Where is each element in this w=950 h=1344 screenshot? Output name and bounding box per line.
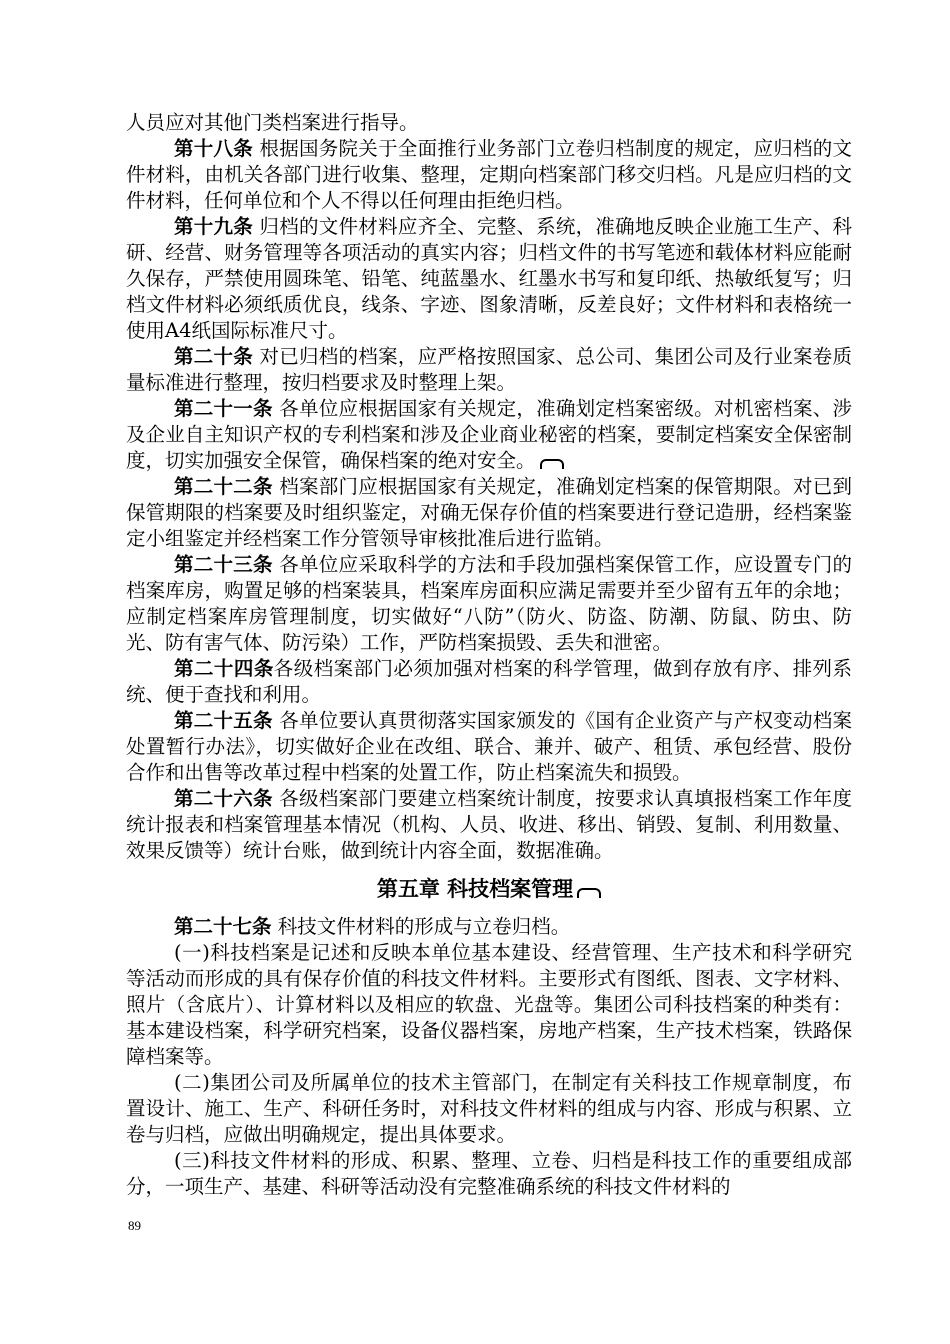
article-26 (126, 786, 852, 864)
article-25 (126, 708, 852, 786)
chapter-title: 第五章 科技档案管理 (376, 877, 574, 901)
article-21 (126, 396, 852, 474)
paragraph-text: 各单位应根据国家有关规定，准确划定档案密级。对机密档案、涉及企业自主知识产权的专利档案和涉及企业商业秘密的档案，要制定档案安全保密制度，切实加强安全保管，确保档案的绝对安全。 (126, 397, 852, 472)
article-number: 第十八条 (174, 137, 254, 160)
paragraph-text: 档案部门应根据国家有关规定，准确划定档案的保管期限。对已到保管期限的档案要及时组织鉴定，对确无保存价值的档案要进行登记造册，经档案鉴定小组鉴定并经档案工作分管领导审核批准后进行监销。 (126, 475, 852, 550)
article-number: 第二十五条 (174, 709, 273, 732)
paragraph-continuation (126, 110, 852, 136)
article-20 (126, 344, 852, 396)
paragraph-text: 对已归档的档案，应严格按照国家、总公司、集团公司及行业案卷质量标准进行整理，按归档要求及时整理上架。 (126, 345, 852, 394)
article-number: 第二十四条 (174, 657, 274, 680)
article-number: 第十九条 (174, 215, 254, 238)
article-number: 第二十一条 (174, 397, 273, 420)
clause-1 (126, 940, 852, 1070)
paragraph-text: (三)科技文件材料的形成、积累、整理、立卷、归档是科技工作的重要组成部分，一项生产、基建、科研等活动没有完整准确系统的科技文件材料的 (126, 1149, 852, 1198)
page-number: 89 (128, 1218, 141, 1233)
paragraph-text: 各级档案部门要建立档案统计制度，按要求认真填报档案工作年度统计报表和档案管理基本情况（机构、人员、收进、移出、销毁、复制、利用数量、效果反馈等）统计台账，做到统计内容全面，数据准确。 (126, 787, 852, 862)
article-27 (126, 914, 852, 940)
chapter-heading (126, 872, 852, 906)
article-22 (126, 474, 852, 552)
article-23 (126, 552, 852, 656)
paragraph-mark-icon (577, 888, 601, 898)
paragraph-text: 各级档案部门必须加强对档案的科学管理，做到存放有序、排列系统、便于查找和利用。 (126, 657, 852, 706)
clause-3 (126, 1148, 852, 1200)
paragraph-mark-icon (540, 459, 564, 469)
paragraph-text: 归档的文件材料应齐全、完整、系统，准确地反映企业施工生产、科研、经营、财务管理等各项活动的真实内容；归档文件的书写笔迹和载体材料应能耐久保存，严禁使用圆珠笔、铅笔、纯蓝墨水、红墨水书写和复印纸、热敏纸复写；归档文件材料必须纸质优良，线条、字迹、图象清晰，反差良好；文件材料和表格统一使用A4纸国际标准尺寸。 (126, 215, 852, 342)
clause-2 (126, 1070, 852, 1148)
paragraph-text: 各单位要认真贯彻落实国家颁发的《国有企业资产与产权变动档案处置暂行办法》，切实做好企业在改组、联合、兼并、破产、租赁、承包经营、股份合作和出售等改革过程中档案的处置工作，防止档案流失和损毁。 (126, 709, 852, 784)
article-number: 第二十六条 (174, 787, 273, 810)
paragraph-text: 人员应对其他门类档案进行指导。 (126, 111, 419, 134)
paragraph-text: 科技文件材料的形成与立卷归档。 (277, 915, 571, 938)
article-number: 第二十二条 (174, 475, 273, 498)
article-number: 第二十三条 (174, 553, 273, 576)
paragraph-text: (二)集团公司及所属单位的技术主管部门，在制定有关科技工作规章制度，布置设计、施工、生产、科研任务时，对科技文件材料的组成与内容、形成与积累、立卷与归档，应做出明确规定，提出具体要求。 (126, 1071, 852, 1146)
paragraph-text: 根据国务院关于全面推行业务部门立卷归档制度的规定，应归档的文件材料，由机关各部门进行收集、整理，定期向档案部门移交归档。凡是应归档的文件材料，任何单位和个人不得以任何理由拒绝归档。 (126, 137, 852, 212)
article-24 (126, 656, 852, 708)
article-19 (126, 214, 852, 344)
paragraph-text: (一)科技档案是记述和反映本单位基本建设、经营管理、生产技术和科学研究等活动而形成的具有保存价值的科技文件材料。主要形式有图纸、图表、文字材料、照片（含底片）、计算材料以及相应的软盘、光盘等。集团公司科技档案的种类有：基本建设档案，科学研究档案，设备仪器档案，房地产档案，生产技术档案，铁路保障档案等。 (126, 941, 852, 1068)
article-18 (126, 136, 852, 214)
article-number: 第二十条 (174, 345, 254, 368)
paragraph-text: 各单位应采取科学的方法和手段加强档案保管工作，应设置专门的档案库房，购置足够的档案装具，档案库房面积应满足需要并至少留有五年的余地；应制定档案库房管理制度，切实做好“八防”（防火、防盗、防潮、防鼠、防虫、防光、防有害气体、防污染）工作，严防档案损毁、丢失和泄密。 (126, 553, 852, 654)
document-body (126, 110, 852, 1200)
article-number: 第二十七条 (174, 915, 272, 938)
